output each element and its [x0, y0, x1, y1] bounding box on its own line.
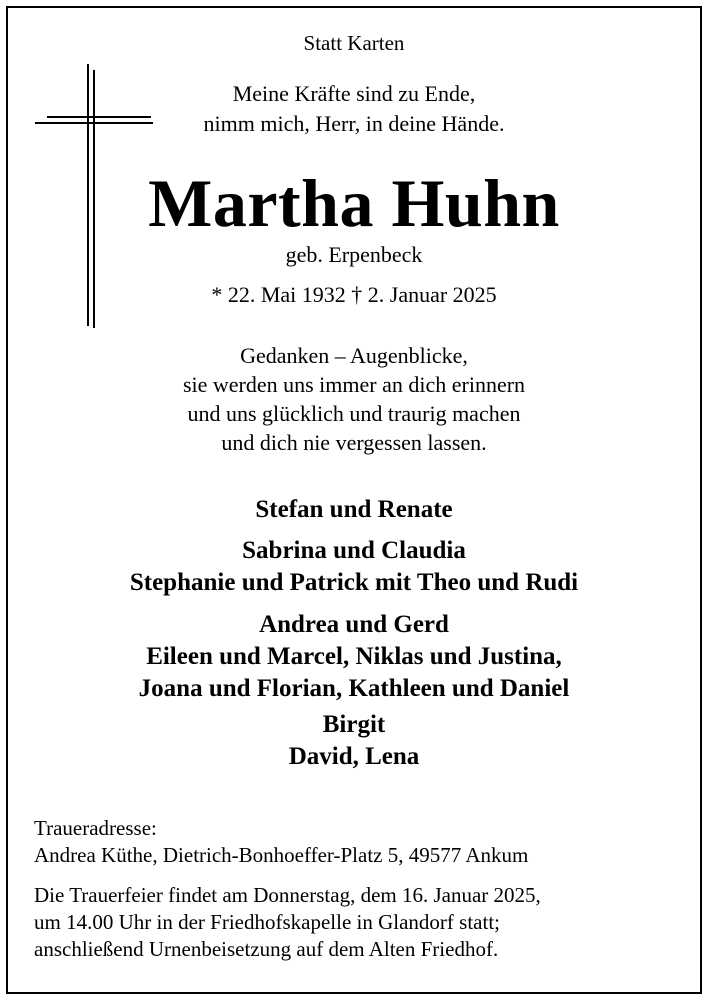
family-line: Birgit	[322, 711, 386, 738]
maiden-name: geb. Erpenbeck	[285, 242, 423, 267]
verse-top-line: Meine Kräfte sind zu Ende,	[232, 81, 476, 106]
family-line: Stephanie und Patrick mit Theo und Rudi	[129, 569, 579, 596]
family-group	[0, 709, 708, 773]
verse-bottom-line: Gedanken – Augenblicke,	[240, 343, 468, 368]
family-line: Eileen und Marcel, Niklas und Justina,	[146, 643, 562, 670]
family-line: David, Lena	[288, 743, 420, 770]
service-info-line: Die Trauerfeier findet am Donnerstag, dem 16. Januar 2025,	[34, 883, 541, 907]
family-group	[0, 494, 708, 526]
verse-bottom-line: und dich nie vergessen lassen.	[221, 430, 487, 455]
family-line: Andrea und Gerd	[259, 611, 449, 638]
life-dates: * 22. Mai 1932 † 2. Januar 2025	[211, 282, 497, 307]
statt-karten-label: Statt Karten	[303, 31, 405, 55]
verse-top	[0, 79, 708, 139]
service-info-line: anschließend Urnenbeisetzung auf dem Alten Friedhof.	[34, 937, 499, 961]
family-group	[0, 535, 708, 599]
verse-bottom	[0, 341, 708, 457]
family-line: Stefan und Renate	[255, 496, 453, 523]
family-line: Sabrina und Claudia	[242, 537, 466, 564]
address-value: Andrea Küthe, Dietrich-Bonhoeffer-Platz 5, 49577 Ankum	[34, 843, 529, 867]
mourning-address	[34, 815, 528, 869]
verse-bottom-line: sie werden uns immer an dich erinnern	[182, 372, 526, 397]
verse-bottom-line: und uns glücklich und traurig machen	[187, 401, 521, 426]
service-info	[34, 882, 541, 963]
service-info-line: um 14.00 Uhr in der Friedhofskapelle in Glandorf statt;	[34, 910, 500, 934]
family-line: Joana und Florian, Kathleen und Daniel	[138, 675, 570, 702]
verse-top-line: nimm mich, Herr, in deine Hände.	[203, 111, 505, 136]
address-label: Traueradresse:	[34, 816, 157, 840]
family-group	[0, 609, 708, 705]
deceased-name: Martha Huhn	[148, 165, 560, 241]
